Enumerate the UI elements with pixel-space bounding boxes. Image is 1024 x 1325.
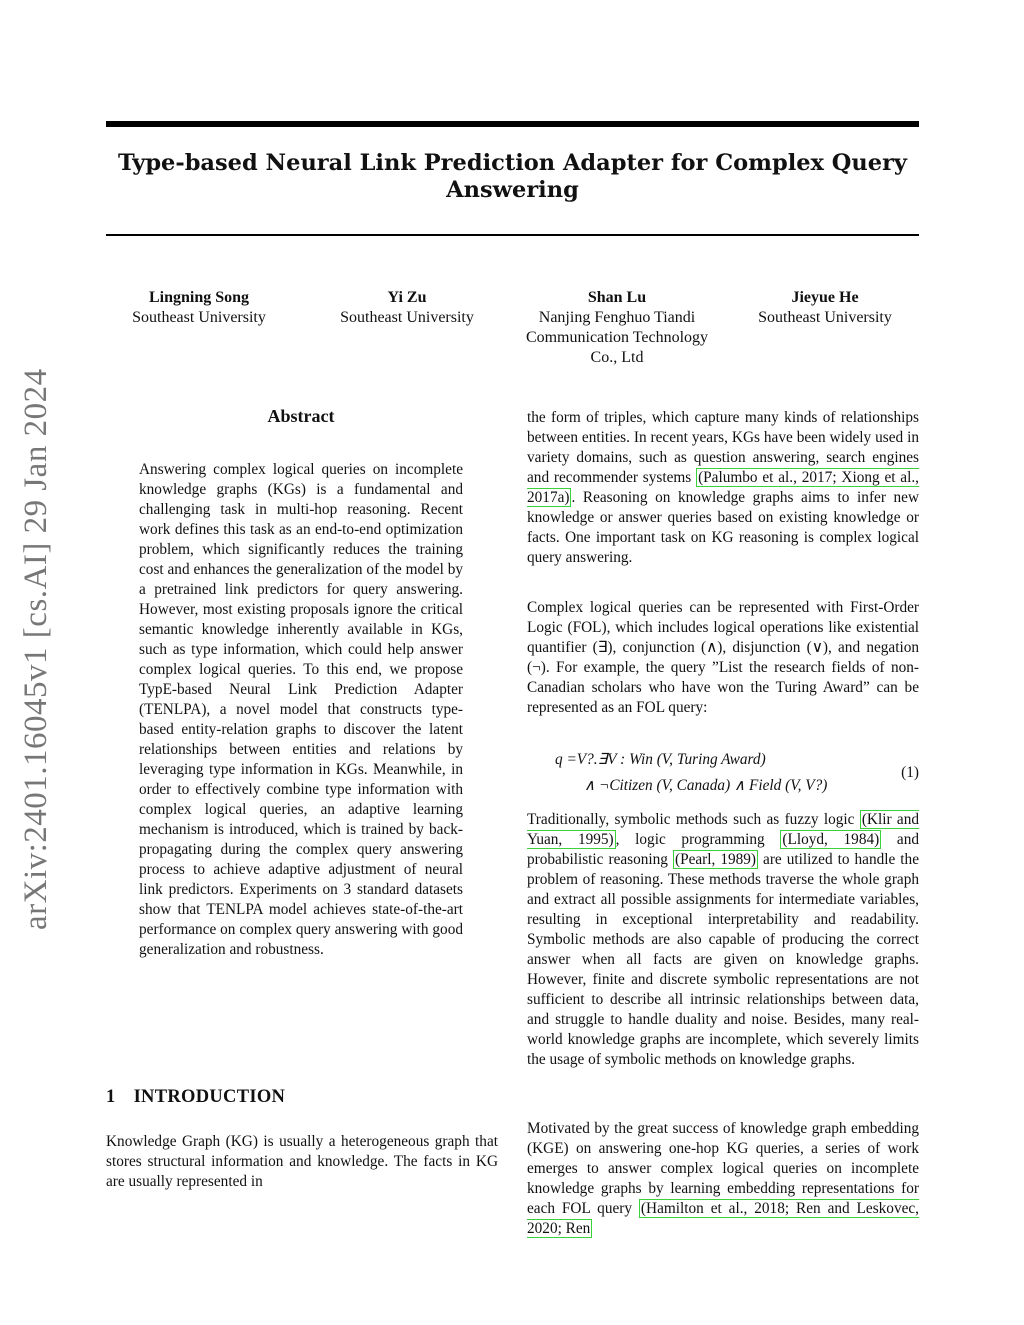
intro-paragraph <box>527 810 919 1070</box>
arxiv-side-identifier: arXiv:2401.16045v1 [cs.AI] 29 Jan 2024 <box>18 368 54 930</box>
title-top-rule <box>106 121 919 127</box>
paragraph-text: Motivated by the great success of knowledge graph embedding (KGE) on answering one-hop KG queries, a series of work emerges to answer complex logical queries on incomplete knowledge graphs by learning embedding representations for each FOL query <box>527 1120 919 1217</box>
abstract-text: Answering complex logical queries on incomplete knowledge graphs (KGs) is a fundamental and challenging task in multi-hop reasoning. Recent work defines this task as an end-to-end optimization problem, which significantly reduces the training cost and enhances the generalization of the model by a pretrained link predictors for query answering. However, most existing proposals ignore the critical semantic knowledge inherently available in KGs, such as type information, which could help answer complex logical queries. To this end, we propose TypE-based Neural Link Prediction Adapter (TENLPA), a novel model that constructs type-based entity-relation graphs to discover the latent relationships between entities and relations by leveraging type information in KGs. Meanwhile, in order to effectively combine type information with complex logical queries, an adaptive learning mechanism is introduced, which is trained by back-propagating during the complex query answering process to achieve adaptive adjustment of neural link predictors. Experiments on 3 standard datasets show that TENLPA model achieves state-of-the-art performance on complex query answering with good generalization and robustness. <box>139 461 463 958</box>
intro-paragraph: Knowledge Graph (KG) is usually a heterogeneous graph that stores structural information and knowledge. The facts in KG are usually represented in <box>106 1133 498 1190</box>
intro-paragraph: Complex logical queries can be represented with First-Order Logic (FOL), which includes logical operations like existential quantifier (∃), conjunction (∧), disjunction (∨), and negation (¬). For example, the query ”List the research fields of non-Canadian scholars who have won the Turing Award” can be represented as an FOL query: <box>527 599 919 716</box>
intro-paragraph <box>527 1119 919 1239</box>
author-block <box>742 288 908 328</box>
author-block <box>106 288 292 328</box>
paragraph-text: the form of triples, which capture many kinds of relationships between entities. In recent years, KGs have been widely used in variety domains, such as question answering, search engines and recommender systems <box>527 409 919 486</box>
citation-link[interactable]: (Lloyd, 1984) <box>782 831 880 848</box>
author-name: Lingning Song <box>148 289 250 306</box>
citation-link[interactable]: (Palumbo et al., 2017; Xiong et al., 2017a) <box>527 469 919 506</box>
author-affiliation: Southeast University <box>340 309 474 326</box>
equation-line: ∧ ¬Citizen (V, Canada) ∧ Field (V, V?) <box>584 777 828 794</box>
paragraph-text: are utilized to handle the problem of reasoning. These methods traverse the whole graph and extract all possible assignments for intermediate variables, resulting in exceptional interpretability and readability. Symbolic methods are also capable of producing the correct answer when all facts are given on knowledge graphs. However, finite and discrete symbolic representations are not sufficient to describe all intrinsic relationships between data, and struggle to handle duality and noise. Besides, many real-world knowledge graphs are incomplete, which severely limits the usage of symbolic methods on knowledge graphs. <box>527 851 919 1068</box>
author-affiliation: Nanjing Fenghuo Tiandi Communication Technology Co., Ltd <box>525 309 709 366</box>
equation-line: q =V?.∃V : Win (V, Turing Award) <box>555 751 766 768</box>
author-affiliation: Southeast University <box>758 309 892 326</box>
author-name: Jieyue He <box>791 289 859 306</box>
citation-link[interactable]: (Klir and Yuan, 1995) <box>527 811 919 848</box>
abstract-heading: Abstract <box>267 406 335 426</box>
equation-block <box>527 748 919 800</box>
section-number: 1 <box>106 1087 116 1107</box>
author-block <box>318 288 496 328</box>
section-heading <box>106 1087 285 1108</box>
author-name: Shan Lu <box>587 289 647 306</box>
paper-title: Type-based Neural Link Prediction Adapter for Complex Query Answering <box>117 150 908 203</box>
title-bottom-rule <box>106 234 919 236</box>
paragraph-text: Traditionally, symbolic methods such as fuzzy logic <box>527 811 860 828</box>
paragraph-text: . Reasoning on knowledge graphs aims to infer new knowledge or answer queries based on existing knowledge or facts. One important task on KG reasoning is complex logical query answering. <box>527 489 919 566</box>
citation-link[interactable]: (Hamilton et al., 2018; Ren and Leskovec, 2020; Ren <box>527 1200 919 1237</box>
paragraph-text: , logic programming <box>615 831 781 848</box>
equation-number: (1) <box>901 764 919 781</box>
citation-link[interactable]: (Pearl, 1989) <box>674 851 757 868</box>
paragraph-text: and probabilistic reasoning <box>527 831 919 868</box>
author-name: Yi Zu <box>387 289 427 306</box>
author-block <box>512 288 722 368</box>
intro-paragraph <box>527 408 919 568</box>
section-title: INTRODUCTION <box>133 1087 286 1107</box>
author-affiliation: Southeast University <box>132 309 266 326</box>
